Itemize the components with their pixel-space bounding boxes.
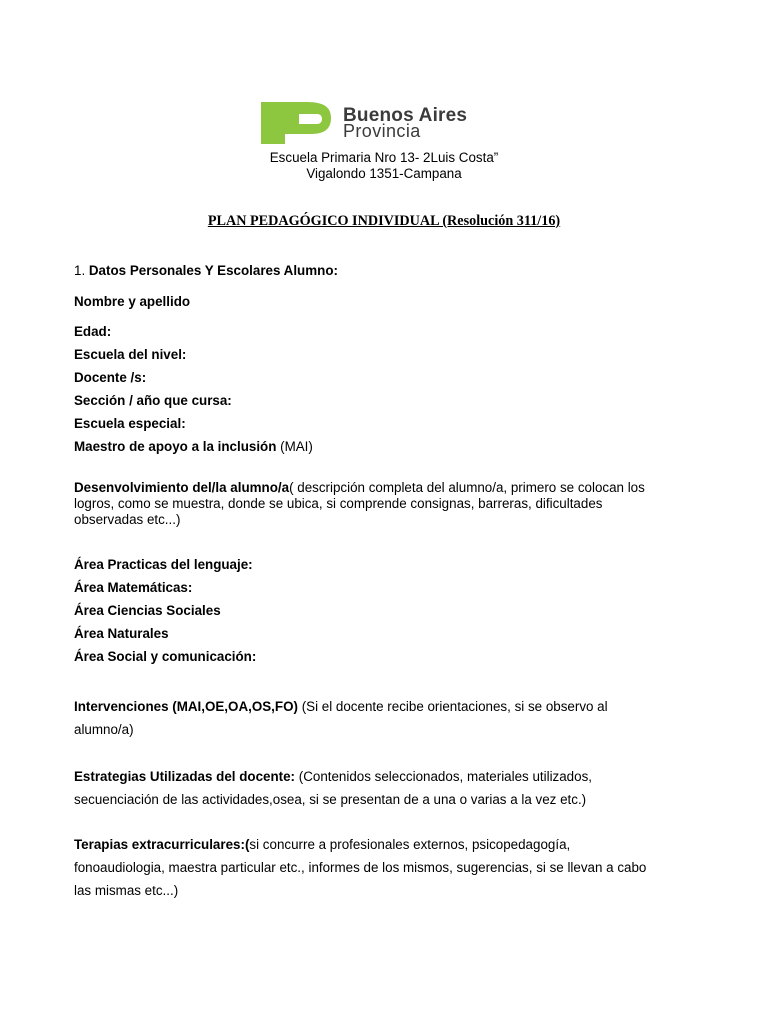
field-docente: Docente /s: [74, 370, 147, 385]
estrategias-paragraph [74, 765, 694, 811]
school-info [0, 150, 768, 182]
desenvolvimiento-label: Desenvolvimiento del/la alumno/a [74, 480, 290, 495]
field-maestro-apoyo [74, 439, 313, 454]
terapias-line-2: fonoaudiologia, maestra particular etc., informes de los mismos, sugerencias, si se llevan a cabo [74, 860, 647, 875]
estrategias-line-2: secuenciación de las actividades,osea, si se presentan de a una o varias a la vez etc.) [74, 792, 587, 807]
field-nombre: Nombre y apellido [74, 294, 191, 309]
school-name: Escuela Primaria Nro 13- 2Luis Costa” [269, 150, 499, 165]
area-lenguaje: Área Practicas del lenguaje: [74, 557, 253, 572]
provincia-logo [259, 100, 519, 146]
area-social-comunicacion: Área Social y comunicación: [74, 649, 257, 664]
field-seccion: Sección / año que cursa: [74, 393, 232, 408]
intervenciones-paragraph [74, 695, 694, 741]
intervenciones-line-1: (Si el docente recibe orientaciones, si se observo al [297, 699, 608, 714]
area-matematicas: Área Matemáticas: [74, 580, 193, 595]
field-edad: Edad: [74, 324, 112, 339]
desenvolvimiento-line-3: observadas etc...) [74, 512, 181, 527]
section-heading-datos [74, 263, 338, 278]
terapias-line-1: si concurre a profesionales externos, psicopedagogía, [249, 837, 571, 852]
estrategias-label: Estrategias Utilizadas del docente: [74, 769, 296, 784]
area-sociales: Área Ciencias Sociales [74, 603, 221, 618]
logo-text-buenos-aires: Buenos Aires [343, 105, 468, 126]
logo-text-provincia: Provincia [343, 121, 421, 141]
intervenciones-line-2: alumno/a) [74, 722, 134, 737]
desenvolvimiento-paragraph [74, 480, 694, 528]
school-address: Vigalondo 1351-Campana [306, 166, 462, 181]
provincia-logo-icon [259, 100, 335, 146]
field-maestro-label: Maestro de apoyo a la inclusión [74, 439, 277, 454]
terapias-paragraph [74, 833, 694, 902]
terapias-label: Terapias extracurriculares:( [74, 837, 250, 852]
document-title: PLAN PEDAGÓGICO INDIVIDUAL (Resolución 311/16) [207, 213, 561, 229]
desenvolvimiento-line-1: ( descripción completa del alumno/a, primero se colocan los [289, 480, 645, 495]
area-naturales: Área Naturales [74, 626, 169, 641]
intervenciones-label: Intervenciones (MAI,OE,OA,OS,FO) [74, 699, 298, 714]
section-label: Datos Personales Y Escolares Alumno: [88, 263, 338, 278]
desenvolvimiento-line-2: logros, como se muestra, donde se ubica, si comprende consignas, barreras, dificultades [74, 496, 603, 511]
field-maestro-note: (MAI) [276, 439, 313, 454]
field-escuela-nivel: Escuela del nivel: [74, 347, 187, 362]
section-number: 1. [74, 263, 89, 278]
estrategias-line-1: (Contenidos seleccionados, materiales utilizados, [295, 769, 592, 784]
field-escuela-especial: Escuela especial: [74, 416, 186, 431]
terapias-line-3: las mismas etc...) [74, 883, 179, 898]
